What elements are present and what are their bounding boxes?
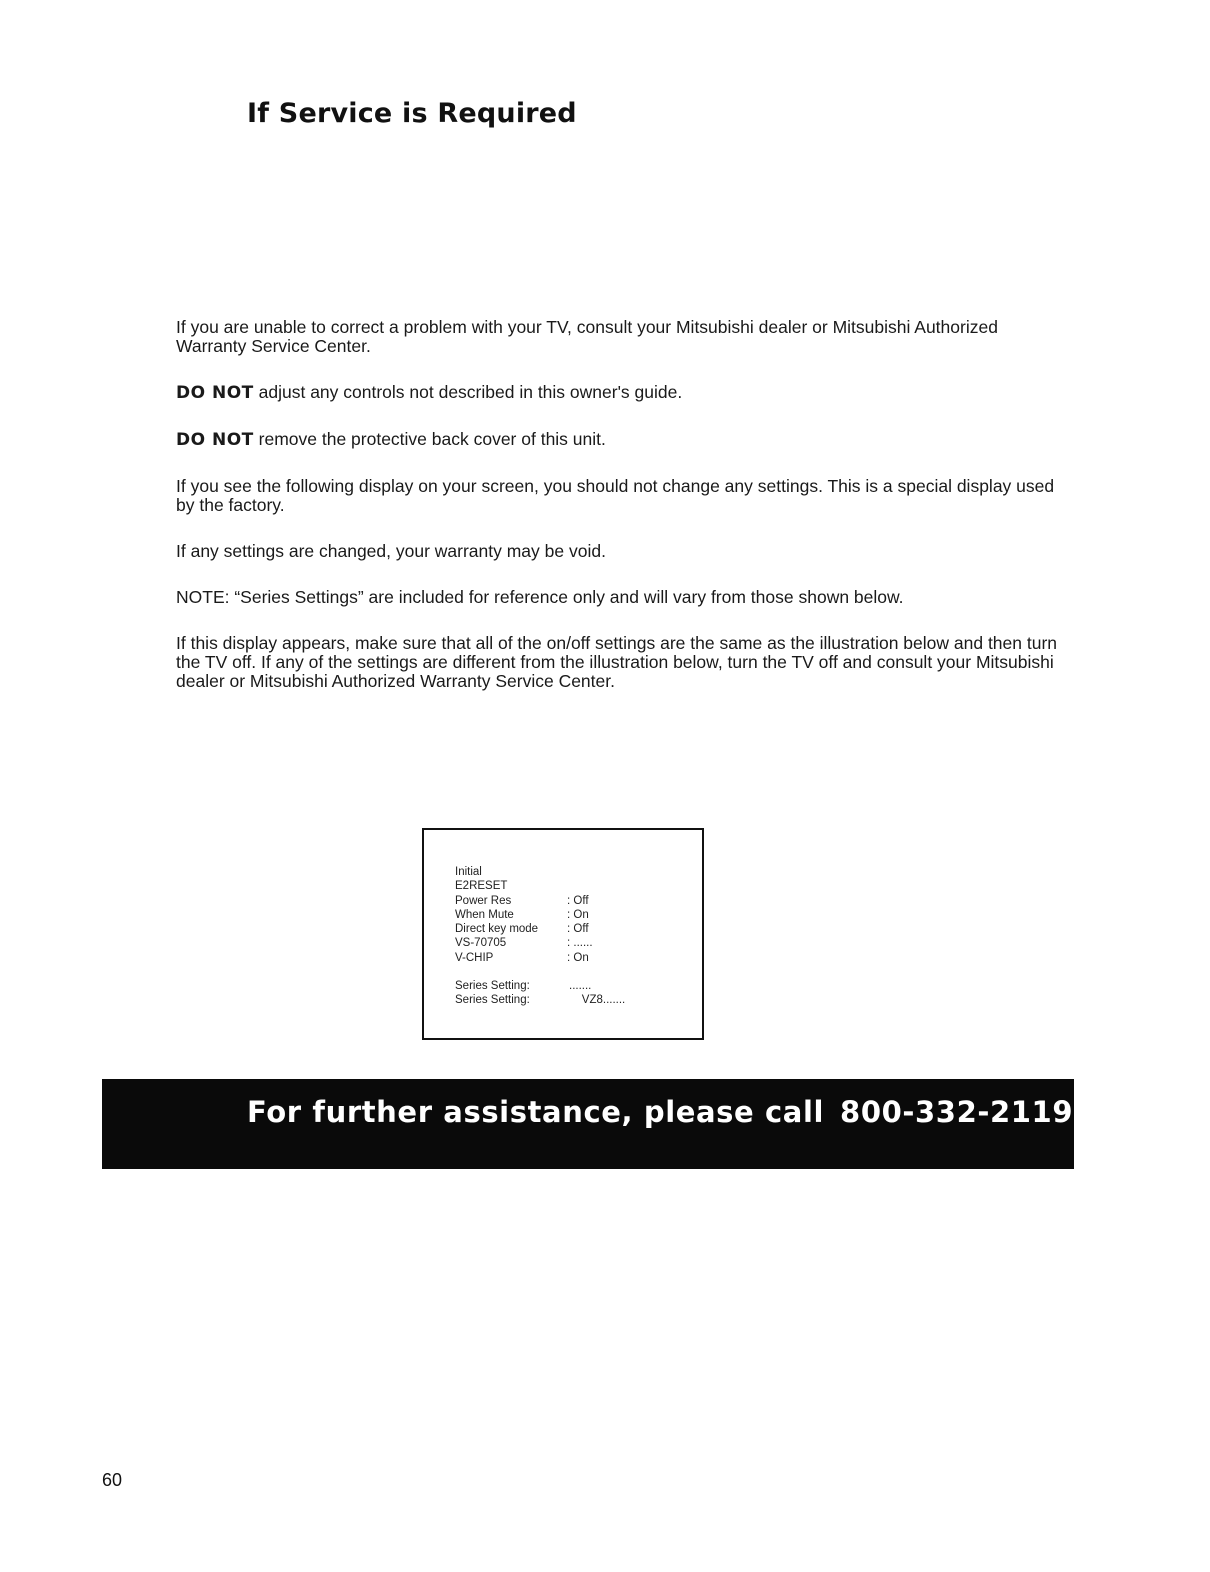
- factory-row-value: : ......: [567, 937, 593, 950]
- paragraph-consult-dealer: If you are unable to correct a problem with your TV, consult your Mitsubishi dealer or Mitsubishi Authorized Warranty Service Center.: [176, 317, 998, 356]
- series-setting-value: .......: [569, 980, 592, 993]
- series-setting-label: Series Setting:: [455, 994, 530, 1007]
- body-text: [176, 318, 1068, 718]
- factory-row-value: : Off: [567, 923, 589, 936]
- factory-display-content: [455, 865, 625, 1008]
- assistance-banner: [102, 1079, 1074, 1169]
- factory-row-label: When Mute: [455, 908, 514, 921]
- factory-row-value: : Off: [567, 894, 589, 907]
- paragraph-warranty-void: If any settings are changed, your warranty may be void.: [176, 541, 606, 561]
- page-title: If Service is Required: [247, 98, 577, 129]
- factory-row-direct-key-mode: [455, 922, 625, 936]
- page-number: 60: [102, 1470, 123, 1490]
- paragraph-factory-display: If you see the following display on your screen, you should not change any settings. This is a special display used by the factory.: [176, 476, 1055, 515]
- series-settings: [455, 979, 625, 1008]
- assistance-message: [247, 1095, 1073, 1129]
- paragraph-text: remove the protective back cover of this unit.: [253, 429, 606, 449]
- factory-row-power-res: [455, 894, 625, 908]
- paragraph-text: adjust any controls not described in this owner's guide.: [253, 382, 683, 402]
- paragraph-note: NOTE: “Series Settings” are included for reference only and will vary from those shown below.: [176, 587, 904, 607]
- series-setting-label: Series Setting:: [455, 980, 530, 993]
- paragraph-instructions: If this display appears, make sure that all of the on/off settings are the same as the illustration below and then turn the TV off. If any of the settings are different from the illustration below, turn the TV off and consult your Mitsubishi dealer or Mitsubishi Authorized Warranty Service Center.: [176, 633, 1058, 691]
- paragraph-do-not-adjust: [176, 383, 1068, 403]
- factory-row-label: Power Res: [455, 894, 512, 907]
- factory-display-illustration: [422, 828, 704, 1040]
- factory-row-v-chip: [455, 951, 625, 965]
- series-setting-row: [455, 993, 625, 1007]
- factory-line-e2reset: E2RESET: [455, 880, 508, 893]
- factory-row-when-mute: [455, 908, 625, 922]
- factory-row-value: : On: [567, 951, 589, 964]
- factory-row-value: : On: [567, 908, 589, 921]
- warning-do-not: DO NOT: [176, 383, 254, 403]
- factory-line-initial: Initial: [455, 866, 482, 878]
- factory-row-label: Direct key mode: [455, 923, 539, 936]
- warning-do-not: DO NOT: [176, 430, 254, 450]
- paragraph-do-not-remove: [176, 430, 1068, 450]
- assistance-text: For further assistance, please call: [247, 1095, 825, 1129]
- series-setting-row: [455, 979, 625, 993]
- series-setting-value: VZ8.......: [569, 994, 626, 1007]
- assistance-phone-number: 800-332-2119: [840, 1095, 1074, 1129]
- factory-row-label: VS-70705: [455, 937, 507, 950]
- factory-row-vs-70705: [455, 936, 625, 950]
- factory-row-label: V-CHIP: [455, 951, 494, 964]
